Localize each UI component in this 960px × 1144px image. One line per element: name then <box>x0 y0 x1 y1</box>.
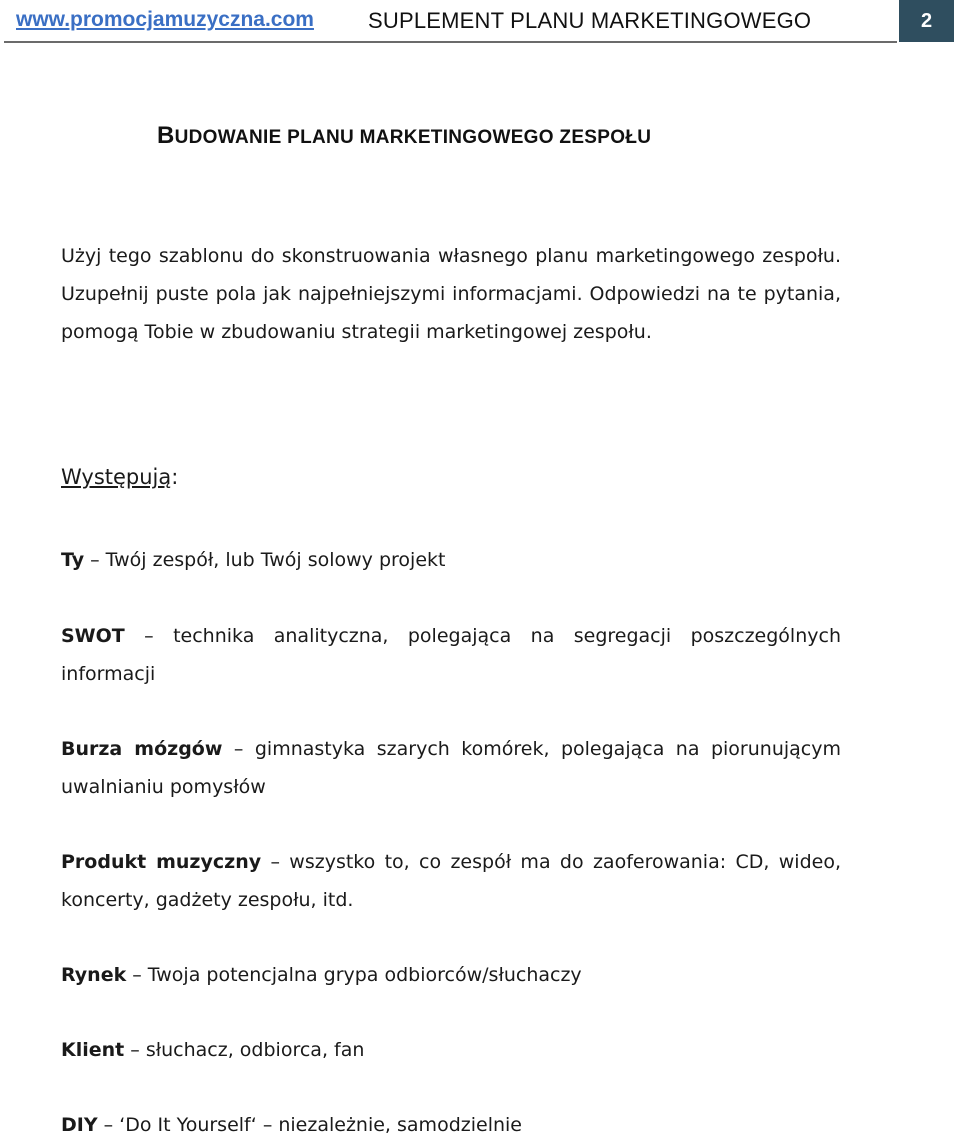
glossary-definition: – ‘Do It Yourself‘ – niezależnie, samodzielnie <box>103 1114 522 1136</box>
glossary-definition: – gimnastyka szarych komórek, polegająca na piorunującym uwalnianiu pomysłów <box>61 738 841 798</box>
glossary-item <box>61 1106 841 1144</box>
glossary-term: Ty <box>61 549 85 571</box>
glossary-label <box>61 465 178 489</box>
header-divider <box>4 41 897 43</box>
glossary-definition: – Twój zespół, lub Twój solowy projekt <box>90 549 446 571</box>
heading-text: UDOWANIE PLANU MARKETINGOWEGO ZESPOŁU <box>174 127 652 148</box>
glossary-item <box>61 617 841 693</box>
glossary-definition: – technika analityczna, polegająca na segregacji poszczególnych informacji <box>61 625 841 685</box>
page-header <box>0 0 960 44</box>
intro-paragraph: Użyj tego szablonu do skonstruowania własnego planu marketingowego zespołu. Uzupełnij puste pola jak najpełniejszymi informacjami. Odpowiedzi na te pytania, pomogą Tobie w zbudowaniu strategii marketingowej zespołu. <box>61 245 841 343</box>
glossary-definition: – słuchacz, odbiorca, fan <box>130 1039 365 1061</box>
section-heading <box>157 122 651 150</box>
glossary-label-colon: : <box>171 465 179 489</box>
glossary-term: Burza mózgów <box>61 738 223 760</box>
glossary-term: Rynek <box>61 964 127 986</box>
glossary-term: DIY <box>61 1114 98 1136</box>
glossary-term: SWOT <box>61 625 125 647</box>
glossary-item <box>61 1031 841 1069</box>
document-title: SUPLEMENT PLANU MARKETINGOWEGO <box>368 8 812 33</box>
glossary-item <box>61 541 841 579</box>
heading-initial: B <box>157 122 175 149</box>
page-number-badge: 2 <box>899 0 954 42</box>
website-link[interactable]: www.promocjamuzyczna.com <box>16 8 314 31</box>
glossary-item <box>61 843 841 919</box>
glossary-definition: – wszystko to, co zespół ma do zaoferowania: CD, wideo, koncerty, gadżety zespołu, itd. <box>61 851 841 911</box>
glossary-item <box>61 956 841 994</box>
glossary-term: Produkt muzyczny <box>61 851 262 873</box>
glossary-label-text: Występują <box>61 465 172 489</box>
glossary-term: Klient <box>61 1039 125 1061</box>
glossary-definition: – Twoja potencjalna grypa odbiorców/słuchaczy <box>132 964 582 986</box>
glossary-item <box>61 730 841 806</box>
